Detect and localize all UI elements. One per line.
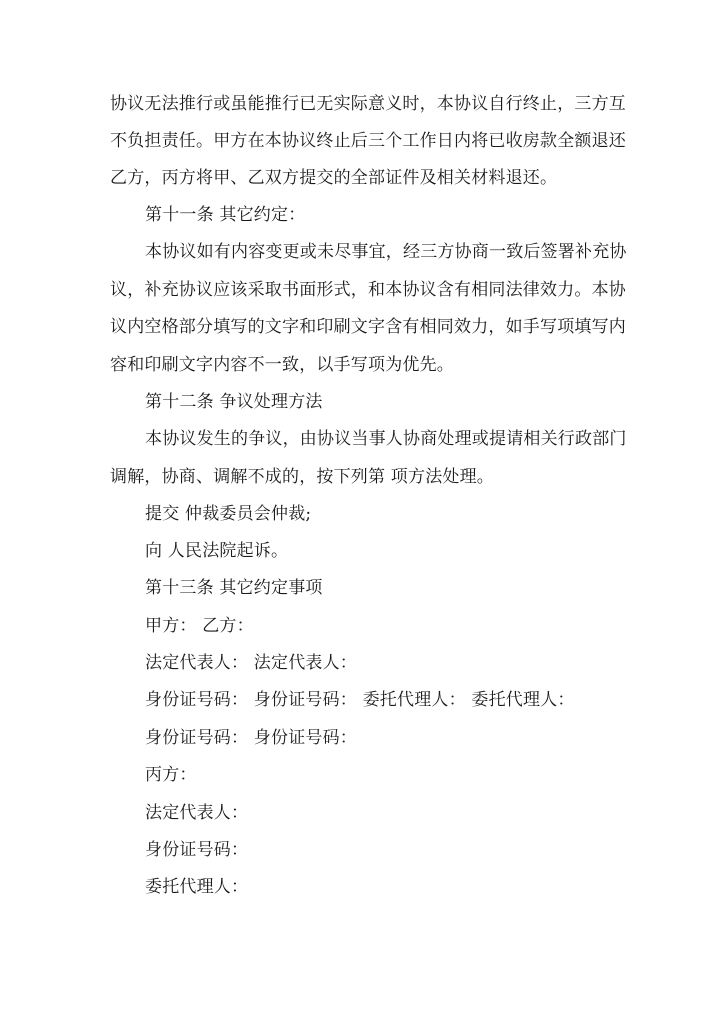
paragraph-line-2: 不负担责任。甲方在本协议终止后三个工作日内将已收房款全额退还 — [110, 131, 626, 151]
party-c-label: 丙方： — [145, 765, 197, 785]
article-11-heading: 第十一条 其它约定： — [145, 205, 306, 225]
party-c-agent: 委托代理人： — [145, 877, 249, 897]
party-c-representative: 法定代表人： — [145, 803, 249, 823]
article-13-heading: 第十三条 其它约定事项 — [145, 578, 323, 598]
article-11-line-3: 议内空格部分填写的文字和印刷文字含有相同效力，如手写项填写内 — [110, 317, 626, 337]
paragraph-line-3: 乙方，丙方将甲、乙双方提交的全部证件及相关材料退还。 — [110, 168, 558, 188]
article-11-line-2: 议，补充协议应该采取书面形式，和本协议含有相同法律效力。本协 — [110, 280, 626, 300]
signature-representative-line: 法定代表人： 法定代表人： — [145, 653, 358, 673]
option-arbitration: 提交 仲裁委员会仲裁; — [145, 504, 312, 524]
article-12-line-1: 本协议发生的争议，由协议当事人协商处理或提请相关行政部门 — [145, 429, 627, 449]
article-11-line-4: 容和印刷文字内容不一致，以手写项为优先。 — [110, 355, 454, 375]
signature-parties-line: 甲方： 乙方： — [145, 616, 254, 636]
article-12-line-2: 调解，协商、调解不成的，按下列第 项方法处理。 — [110, 467, 495, 487]
option-court: 向 人民法院起诉。 — [145, 541, 289, 561]
signature-id-line: 身份证号码： 身份证号码： — [145, 728, 358, 748]
article-12-heading: 第十二条 争议处理方法 — [145, 392, 323, 412]
article-11-line-1: 本协议如有内容变更或未尽事宜，经三方协商一致后签署补充协 — [145, 242, 627, 262]
party-c-id-number: 身份证号码： — [145, 840, 249, 860]
signature-id-agent-line: 身份证号码： 身份证号码： 委托代理人： 委托代理人： — [145, 690, 575, 710]
paragraph-line-1: 协议无法推行或虽能推行已无实际意义时，本协议自行终止，三方互 — [110, 94, 626, 114]
